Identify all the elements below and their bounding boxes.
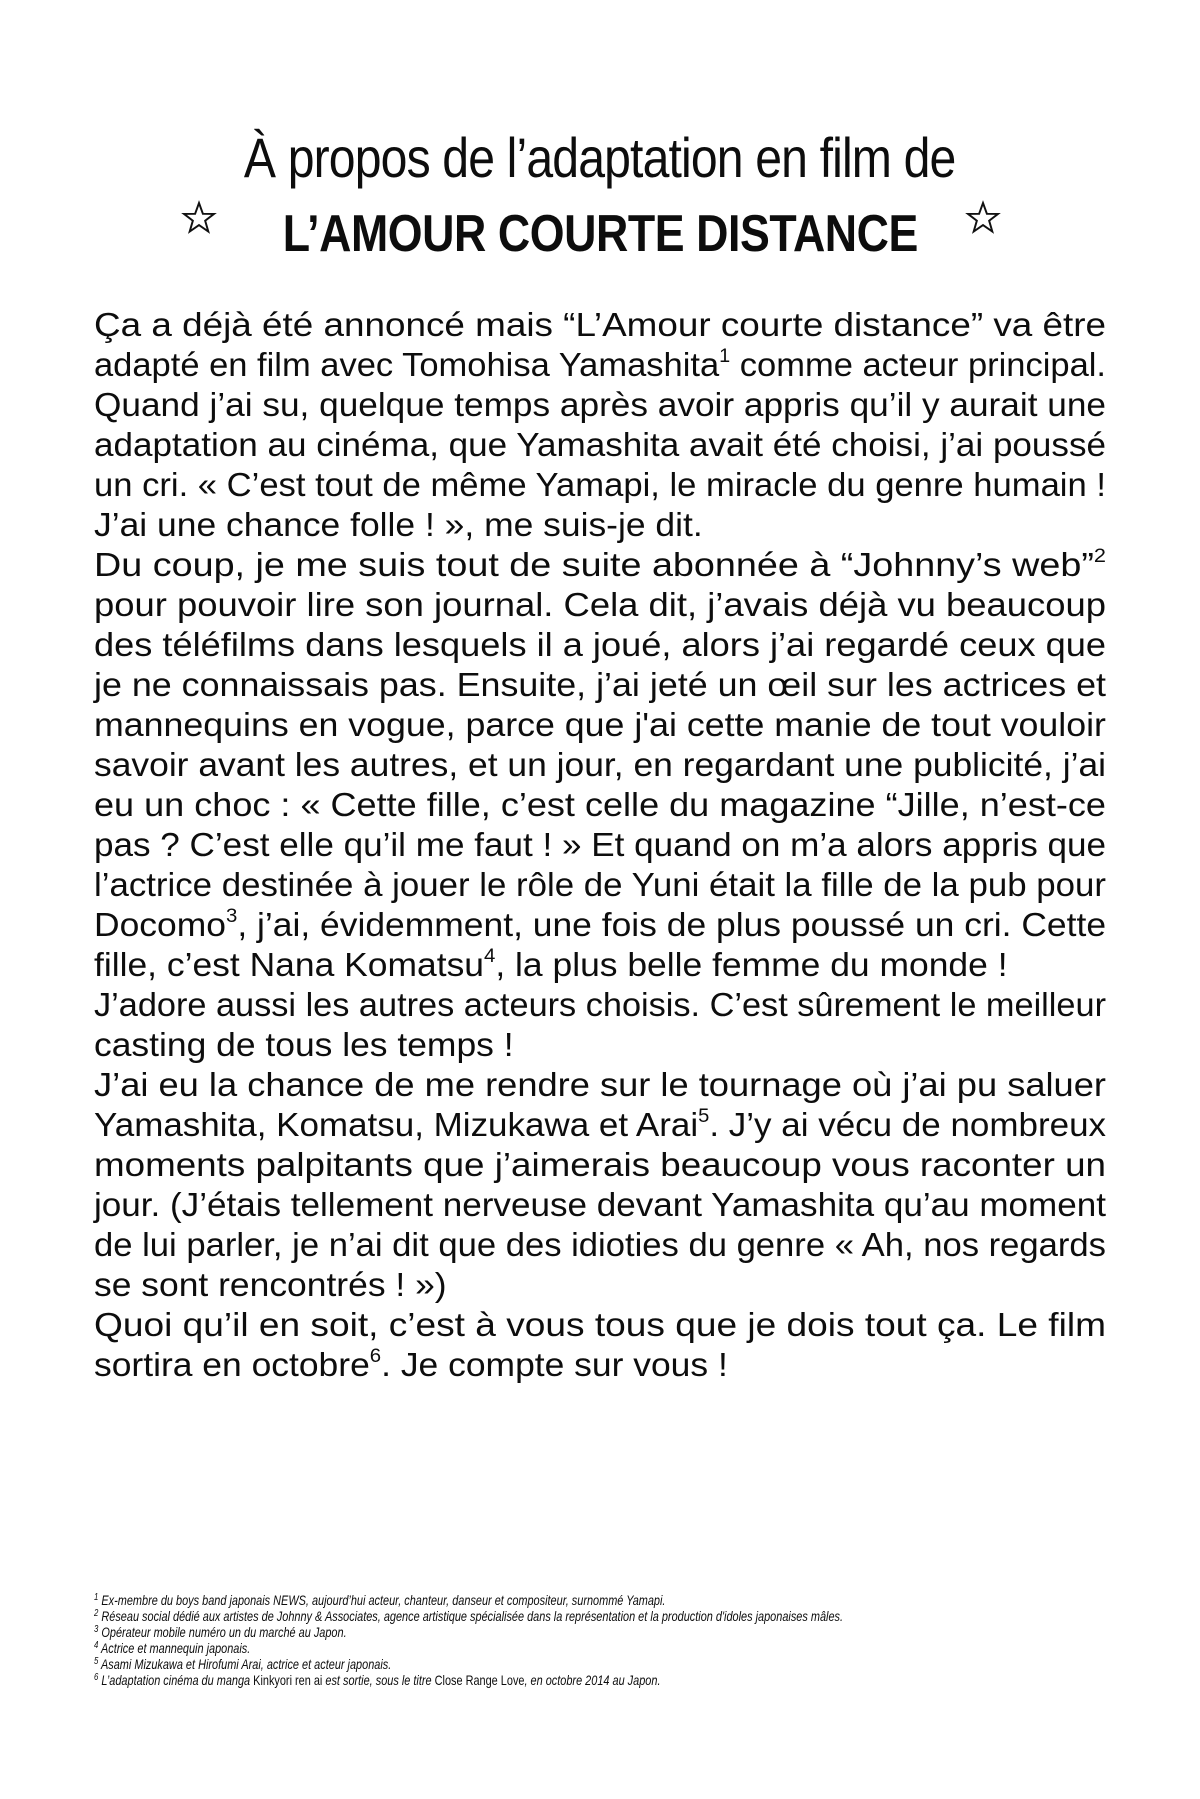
text-line-content (94, 425, 1106, 465)
text-line-content (94, 865, 1106, 905)
text-segment: casting de tous les temps ! (94, 1026, 514, 1063)
footnote-reference[interactable]: 6 (369, 1346, 382, 1367)
text-line-content (94, 665, 1106, 705)
text-segment: Quand j’ai su, quelque temps après avoir appris qu’il y aurait une (94, 386, 1107, 423)
footnote-number: 1 (94, 1592, 99, 1603)
text-line (94, 745, 1106, 785)
text-segment: Docomo (94, 906, 226, 943)
text-segment: pas ? C’est elle qu’il me faut ! » Et quand on m’a alors appris que (94, 826, 1107, 863)
text-line-content (94, 1225, 1106, 1265)
book-title: L’AMOUR COURTE DISTANCE (282, 205, 918, 263)
footnote-text: Asami Mizukawa et Hirofumi Arai, actrice et acteur japonais. (100, 1656, 392, 1672)
footnote-text: Ex-membre du boys band japonais NEWS, aujourd’hui acteur, chanteur, danseur et compositeur, surnommé Yamapi. (101, 1592, 666, 1608)
footnote-content (94, 1608, 843, 1624)
text-segment: l’actrice destinée à jouer le rôle de Yuni était la fille de la pub pour (94, 866, 1106, 903)
text-line (94, 1345, 1106, 1385)
text-line-content (94, 465, 1106, 505)
text-segment: adapté en film avec Tomohisa Yamashita (94, 346, 720, 383)
text-line (94, 705, 1106, 745)
text-line (94, 1305, 1106, 1345)
footnote-2 (94, 1608, 1094, 1624)
text-line (94, 385, 1106, 425)
text-line (94, 585, 1106, 625)
text-line (94, 505, 1106, 545)
text-line-content (94, 905, 1106, 945)
text-segment: . J’y ai vécu de nombreux (709, 1106, 1107, 1143)
footnote-reference[interactable]: 5 (698, 1106, 710, 1127)
text-line (94, 625, 1106, 665)
text-line-content (94, 305, 1106, 345)
text-line-content (94, 505, 703, 545)
text-line-content (94, 785, 1106, 825)
footnote-number: 3 (94, 1624, 99, 1635)
text-line (94, 1065, 1106, 1105)
text-line-content (94, 545, 1106, 585)
text-line (94, 985, 1106, 1025)
text-line (94, 1025, 1106, 1065)
footnote-content (94, 1672, 660, 1688)
footnotes (94, 1592, 1094, 1688)
footnote-reference[interactable]: 3 (225, 906, 238, 927)
text-line-content (94, 345, 1106, 385)
footnote-text: , en octobre 2014 au Japon. (524, 1672, 661, 1688)
text-line (94, 465, 1106, 505)
text-segment: pour pouvoir lire son journal. Cela dit, j’avais déjà vu beaucoup (94, 586, 1106, 623)
text-line (94, 905, 1106, 945)
text-segment: , la plus belle femme du monde ! (495, 946, 1008, 983)
footnote-reference[interactable]: 1 (719, 346, 731, 367)
footnote-text: Réseau social dédié aux artistes de Johnny & Associates, agence artistique spécialisée dans la représentation et la production d'idoles japonaises mâles. (101, 1608, 844, 1624)
text-line (94, 1265, 1106, 1305)
text-line-content (94, 1265, 447, 1305)
footnote-5 (94, 1656, 1094, 1672)
text-line (94, 785, 1106, 825)
text-segment: un cri. « C’est tout de même Yamapi, le miracle du genre humain ! (94, 466, 1106, 503)
text-segment: Quoi qu’il en soit, c’est à vous tous que je dois tout ça. Le film (94, 1306, 1106, 1343)
text-line (94, 665, 1106, 705)
text-line-content (94, 1025, 514, 1065)
footnote-content (94, 1656, 391, 1672)
text-segment: J’adore aussi les autres acteurs choisis. C’est sûrement le meilleur (94, 986, 1106, 1023)
text-line-content (94, 1105, 1106, 1145)
footnote-title: Kinkyori ren ai (253, 1672, 323, 1688)
text-line (94, 865, 1106, 905)
text-line-content (94, 1065, 1106, 1105)
text-line (94, 545, 1106, 585)
footnote-number: 4 (94, 1640, 99, 1651)
text-line (94, 945, 1106, 985)
text-line-content (94, 385, 1106, 425)
text-line-content (94, 705, 1106, 745)
star-outline-icon (965, 200, 1001, 236)
footnote-number: 5 (94, 1656, 99, 1667)
footnote-text: L’adaptation cinéma du manga (101, 1672, 254, 1688)
footnote-6 (94, 1672, 1094, 1688)
title-line-2 (0, 198, 1200, 270)
text-segment: comme acteur principal. (730, 346, 1107, 383)
text-segment: sortira en octobre (94, 1346, 370, 1383)
text-segment: je ne connaissais pas. Ensuite, j’ai jeté un œil sur les actrices et (94, 666, 1107, 703)
footnote-reference[interactable]: 2 (1093, 546, 1106, 567)
text-line-content (94, 985, 1106, 1025)
text-line-content (94, 825, 1106, 865)
text-segment: eu un choc : « Cette fille, c’est celle du magazine “Jille, n’est-ce (94, 786, 1106, 823)
text-segment: jour. (J’étais tellement nerveuse devant Yamashita qu’au moment (94, 1186, 1106, 1223)
text-segment: se sont rencontrés ! ») (94, 1266, 447, 1303)
text-segment: moments palpitants que j’aimerais beaucoup vous raconter un (94, 1146, 1106, 1183)
footnote-content (94, 1640, 250, 1656)
text-line-content (94, 1185, 1106, 1225)
text-segment: . Je compte sur vous ! (381, 1346, 728, 1383)
text-line-content (94, 745, 1106, 785)
footnote-4 (94, 1640, 1094, 1656)
footnote-1 (94, 1592, 1094, 1608)
footnote-text: est sortie, sous le titre (322, 1672, 435, 1688)
footnote-number: 6 (94, 1672, 99, 1683)
text-line-content (94, 1145, 1106, 1185)
text-segment: Ça a déjà été annoncé mais “L’Amour courte distance” va être (94, 306, 1107, 343)
text-segment: Du coup, je me suis tout de suite abonnée à “Johnny’s web” (94, 546, 1094, 583)
title-text-1: À propos de l’adaptation en film de (244, 126, 956, 189)
title-line-1 (0, 124, 1200, 192)
text-line-content (94, 1345, 728, 1385)
footnote-title: Close Range Love (434, 1672, 525, 1688)
text-line-content (94, 1305, 1106, 1345)
text-line (94, 305, 1106, 345)
text-line (94, 1145, 1106, 1185)
footnote-3 (94, 1624, 1094, 1640)
text-line (94, 1185, 1106, 1225)
text-line (94, 825, 1106, 865)
text-segment: mannequins en vogue, parce que j'ai cette manie de tout vouloir (94, 706, 1106, 743)
text-line (94, 1225, 1106, 1265)
text-line-content (94, 625, 1106, 665)
footnote-reference[interactable]: 4 (484, 946, 496, 967)
text-segment: , j’ai, évidemment, une fois de plus poussé un cri. Cette (237, 906, 1107, 943)
footnote-text: Actrice et mannequin japonais. (100, 1640, 251, 1656)
text-segment: Yamashita, Komatsu, Mizukawa et Arai (94, 1106, 699, 1143)
text-segment: adaptation au cinéma, que Yamashita avait été choisi, j’ai poussé (94, 426, 1106, 463)
footnote-number: 2 (94, 1608, 99, 1619)
article-body (94, 305, 1106, 1385)
footnote-content (94, 1624, 347, 1640)
text-segment: savoir avant les autres, et un jour, en regardant une publicité, j’ai (94, 746, 1107, 783)
text-line (94, 1105, 1106, 1145)
text-segment: fille, c’est Nana Komatsu (94, 946, 485, 983)
text-line (94, 425, 1106, 465)
text-segment: J’ai une chance folle ! », me suis-je dit. (94, 506, 703, 543)
text-segment: J’ai eu la chance de me rendre sur le tournage où j’ai pu saluer (94, 1066, 1106, 1103)
text-line-content (94, 945, 1008, 985)
footnote-text: Opérateur mobile numéro un du marché au Japon. (101, 1624, 347, 1640)
text-segment: de lui parler, je n’ai dit que des idioties du genre « Ah, nos regards (94, 1226, 1106, 1263)
footnote-content (94, 1592, 665, 1608)
text-line (94, 345, 1106, 385)
text-line-content (94, 585, 1106, 625)
text-segment: des téléfilms dans lesquels il a joué, alors j’ai regardé ceux que (94, 626, 1107, 663)
